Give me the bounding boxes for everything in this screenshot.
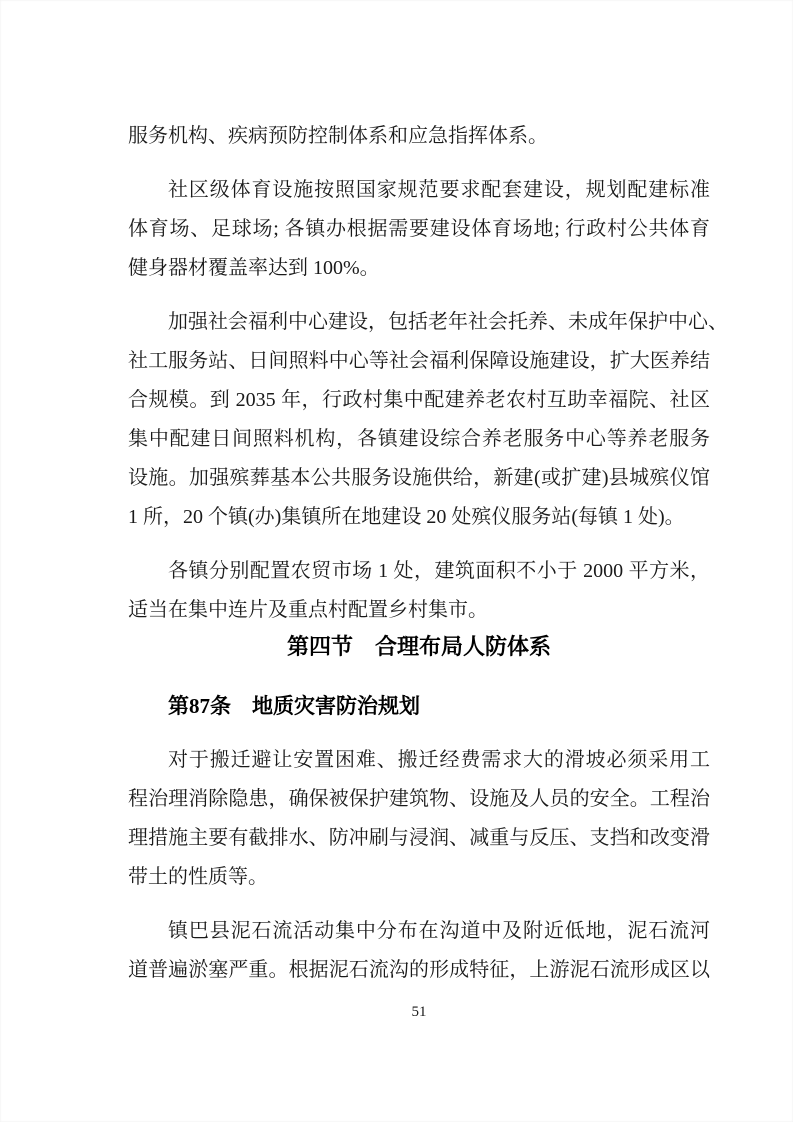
paragraph-landslide-control xyxy=(128,741,710,897)
body-line: 各镇分别配置农贸市场 1 处，建筑面积不小于 2000 平方米， xyxy=(168,560,710,582)
article-heading: 第87条 地质灾害防治规划 xyxy=(168,694,420,718)
body-line: 理措施主要有截排水、防冲刷与浸润、减重与反压、支挡和改变滑 xyxy=(128,827,710,849)
paragraph-farmers-market xyxy=(128,552,710,630)
text-column xyxy=(128,117,728,990)
body-line: 合规模。到 2035 年，行政村集中配建养老农村互助幸福院、社区 xyxy=(128,389,710,411)
body-line: 对于搬迁避让安置困难、搬迁经费需求大的滑坡必须采用工 xyxy=(168,749,710,771)
section-heading: 第四节 合理布局人防体系 xyxy=(286,634,551,659)
body-line: 健身器材覆盖率达到 100%。 xyxy=(128,257,380,279)
paragraph-debris-flow xyxy=(128,912,710,990)
page-number: 51 xyxy=(411,1004,427,1020)
body-line: 集中配建日间照料机构，各镇建设综合养老服务中心等养老服务 xyxy=(128,428,710,450)
body-line: 社区级体育设施按照国家规范要求配套建设，规划配建标准 xyxy=(168,179,710,201)
paragraph-intro-continuation xyxy=(128,117,710,156)
body-line: 服务机构、疾病预防控制体系和应急指挥体系。 xyxy=(128,125,548,147)
body-line: 带土的性质等。 xyxy=(128,866,268,888)
paragraph-sports-facilities xyxy=(128,171,710,288)
body-line: 体育场、足球场; 各镇办根据需要建设体育场地; 行政村公共体育 xyxy=(128,218,710,240)
body-line: 1 所，20 个镇(办)集镇所在地建设 20 处殡仪服务站(每镇 1 处)。 xyxy=(128,506,685,528)
body-line: 道普遍淤塞严重。根据泥石流沟的形成特征，上游泥石流形成区以 xyxy=(128,959,710,981)
body-line: 程治理消除隐患，确保被保护建筑物、设施及人员的安全。工程治 xyxy=(128,788,710,810)
body-line: 镇巴县泥石流活动集中分布在沟道中及附近低地，泥石流河 xyxy=(168,920,710,942)
paragraph-social-welfare xyxy=(128,303,728,537)
body-line: 加强社会福利中心建设，包括老年社会托养、未成年保护中心、 xyxy=(168,311,728,333)
body-line: 适当在集中连片及重点村配置乡村集市。 xyxy=(128,599,488,621)
body-line: 设施。加强殡葬基本公共服务设施供给，新建(或扩建)县城殡仪馆 xyxy=(128,467,710,489)
body-line: 社工服务站、日间照料中心等社会福利保障设施建设，扩大医养结 xyxy=(128,350,710,372)
